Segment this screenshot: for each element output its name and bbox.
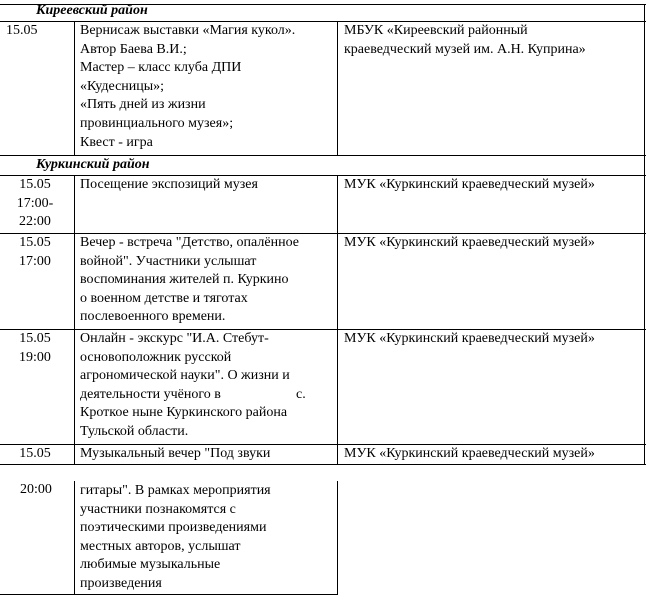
event-description: гитары". В рамках мероприятия участники познакомятся с поэтическими произведениями местных авторов, услышат любимые музыкальные произведения [80,483,271,591]
event-venue: МУК «Куркинский краеведческий музей» [344,235,595,250]
event-date: 15.05 17:00- 22:00 [16,177,54,230]
event-venue: МУК «Куркинский краеведческий музей» [344,177,595,192]
event-venue: МУК «Куркинский краеведческий музей» [344,446,595,461]
event-date: 15.05 19:00 [19,331,51,365]
event-description: Онлайн - экскурс "И.А. Стебут- основоположник русской агрономической науки". О жизни и деятельности учёного в Кроткое ныне Куркинского района Тульской области. [80,331,290,439]
event-date: 15.05 [6,23,38,38]
event-description: Вернисаж выставки «Магия кукол». Автор Баева В.И.; Мастер – класс клуба ДПИ «Кудесницы»; «Пять дней из жизни провинциального музея»; Квест - игра [80,23,296,150]
event-date: 15.05 17:00 [19,235,51,269]
table-border [0,594,338,595]
event-description: Музыкальный вечер "Под звуки [80,446,271,461]
table-border [74,21,75,155]
table-border [644,4,645,465]
table-border [337,21,338,155]
event-description-fragment: с. [296,386,306,402]
event-time: 20:00 [20,482,52,497]
region-heading: Куркинский район [36,157,150,172]
region-heading: Киреевский район [36,3,148,18]
event-description: Посещение экспозиций музея [80,177,258,192]
event-venue: МУК «Куркинский краеведческий музей» [344,331,595,346]
table-border [0,464,646,465]
table-border [337,175,338,465]
table-border [74,481,75,595]
event-date: 15.05 [19,446,51,461]
event-venue: МБУК «Киреевский районный краеведческий музей им. А.Н. Куприна» [344,23,586,57]
event-description: Вечер - встреча "Детство, опалённое войной". Участники услышат воспоминания жителей п. Куркино о военном детстве и тяготах послевоенного времени. [80,235,299,325]
table-border [74,175,75,465]
table-border [337,481,338,595]
